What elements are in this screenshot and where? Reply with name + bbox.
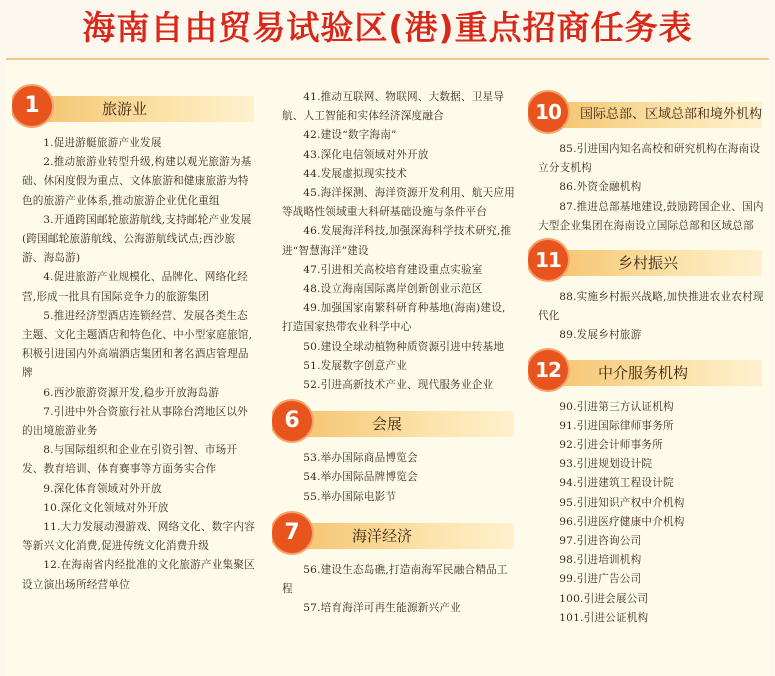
- list-item: 51.发展数字创意产业: [303, 359, 407, 372]
- section-header-agency: [528, 350, 768, 392]
- column-right: [528, 88, 768, 676]
- list-item: 7.引进中外合资旅行社从事除台湾地区以外的出境旅游业务: [22, 405, 248, 438]
- list-item: 101.引进公证机构: [559, 611, 649, 624]
- column-left: [12, 82, 260, 676]
- list-item: 42.建设“数字海南”: [303, 129, 397, 142]
- section-header-expo: [272, 401, 520, 443]
- list-item: 89.发展乡村旅游: [559, 329, 642, 342]
- item-list-marine: [272, 561, 520, 619]
- list-item: 53.举办国际商品博览会: [303, 452, 418, 465]
- list-item: 5.推进经济型酒店连锁经营、发展各类生态主题、文化主题酒店和特色化、中小型家庭旅馆,积极引进国内外高端酒店集团和著名酒店管理品牌: [22, 309, 253, 380]
- content-panel: [6, 58, 769, 676]
- list-item: 41.推动互联网、物联网、大数据、卫星导航、人工智能和实体经济深度融合: [282, 91, 505, 123]
- list-item: 4.促进旅游产业规模化、品牌化、网络化经营,形成一批具有国际竞争力的旅游集团: [22, 271, 248, 303]
- item-list-tourism: [12, 134, 260, 595]
- item-list-tech: [272, 88, 520, 395]
- list-item: 43.深化电信领域对外开放: [303, 148, 429, 161]
- section-number-badge: 12: [528, 350, 568, 390]
- list-item: 56.建设生态岛礁,打造南海军民融合精品工程: [282, 563, 508, 596]
- list-item: 95.引进知识产权中介机构: [559, 496, 685, 509]
- section-number-badge: 7: [272, 513, 312, 553]
- list-item: 96.引进医疗健康中介机构: [559, 515, 685, 528]
- section-number-badge: 10: [528, 92, 568, 132]
- item-list-expo: [272, 449, 520, 507]
- list-item: 2.推动旅游业转型升级,构建以观光旅游为基础、休闲度假为重点、文体旅游和健康旅游为特色的旅游产业体系,推动旅游企业优化重组: [22, 156, 252, 207]
- list-item: 86.外资金融机构: [559, 181, 642, 194]
- list-item: 99.引进广告公司: [559, 573, 642, 586]
- section-header-rural: [528, 240, 768, 282]
- section-number-badge: 1: [12, 86, 52, 126]
- list-item: 92.引进会计师事务所: [559, 439, 663, 452]
- list-item: 88.实施乡村振兴战略,加快推进农业农村现代化: [538, 291, 764, 323]
- section-number-badge: 11: [528, 240, 568, 280]
- item-list-rural: [528, 288, 768, 346]
- list-item: 8.与国际组织和企业在引资引智、市场开发、教育培训、体育赛事等方面务实合作: [22, 444, 238, 476]
- list-item: 91.引进国际律师事务所: [559, 419, 674, 432]
- section-header-tourism: [12, 86, 260, 128]
- list-item: 10.深化文化领域对外开放: [43, 501, 169, 514]
- list-item: 97.引进咨询公司: [559, 535, 642, 548]
- list-item: 47.引进相关高校培育建设重点实验室: [303, 263, 483, 276]
- list-item: 93.引进规划设计院: [559, 458, 653, 471]
- list-item: 48.设立海南国际离岸创新创业示范区: [303, 283, 483, 296]
- list-item: 45.海洋探测、海洋资源开发利用、航天应用等战略性领域重大科研基础设施与条件平台: [282, 187, 515, 219]
- list-item: 9.深化体育领域对外开放: [43, 482, 162, 495]
- list-item: 44.发展虚拟现实技术: [303, 167, 407, 180]
- section-title-agency: 中介服务机构: [598, 363, 689, 382]
- item-list-hq: [528, 140, 768, 236]
- section-title-tourism: 旅游业: [102, 100, 148, 118]
- list-item: 52.引进高新技术产业、现代服务业企业: [303, 379, 494, 392]
- item-list-agency: [528, 398, 768, 628]
- list-item: 87.推进总部基地建设,鼓励跨国企业、国内大型企业集团在海南设立国际总部和区域总部: [538, 200, 764, 232]
- list-item: 3.开通跨国邮轮旅游航线,支持邮轮产业发展(跨国邮轮旅游航线、公海游航线试点;西沙旅游、海岛游): [22, 213, 252, 265]
- section-header-hq: [528, 92, 768, 134]
- list-item: 55.举办国际电影节: [303, 490, 397, 503]
- list-item: 6.西沙旅游资源开发,稳步开放海岛游: [43, 386, 220, 399]
- section-title-expo: 会展: [372, 415, 403, 434]
- list-item: 12.在海南省内经批准的文化旅游产业集聚区设立演出场所经营单位: [22, 559, 255, 591]
- list-item: 54.举办国际品牌博览会: [303, 471, 418, 484]
- section-title-rural: 乡村振兴: [618, 254, 679, 273]
- list-item: 1.促进游艇旅游产业发展: [43, 137, 162, 149]
- list-item: 11.大力发展动漫游戏、网络文化、数字内容等新兴文化消费,促进传统文化消费升级: [22, 521, 255, 553]
- column-middle: [272, 88, 520, 676]
- section-number-badge: 6: [272, 401, 312, 441]
- section-title-hq: 国际总部、区域总部和境外机构: [580, 107, 763, 122]
- list-item: 85.引进国内知名高校和研究机构在海南设立分支机构: [538, 143, 761, 175]
- list-item: 98.引进培训机构: [559, 554, 642, 567]
- section-title-marine: 海洋经济: [352, 526, 413, 545]
- list-item: 46.发展海洋科技,加强深海科学技术研究,推进“智慧海洋”建设: [282, 225, 512, 257]
- list-item: 94.引进建筑工程设计院: [559, 477, 674, 490]
- list-item: 100.引进会展公司: [559, 592, 649, 605]
- list-item: 49.加强国家南繁科研育种基地(海南)建设,打造国家热带农业科学中心: [282, 302, 506, 334]
- section-header-marine: [272, 513, 520, 555]
- list-item: 57.培育海洋可再生能源新兴产业: [303, 602, 461, 615]
- list-item: 50.建设全球动植物种质资源引进中转基地: [303, 340, 505, 353]
- page-title: 海南自由贸易试验区(港)重点招商任务表: [82, 8, 693, 47]
- list-item: 90.引进第三方认证机构: [559, 400, 674, 413]
